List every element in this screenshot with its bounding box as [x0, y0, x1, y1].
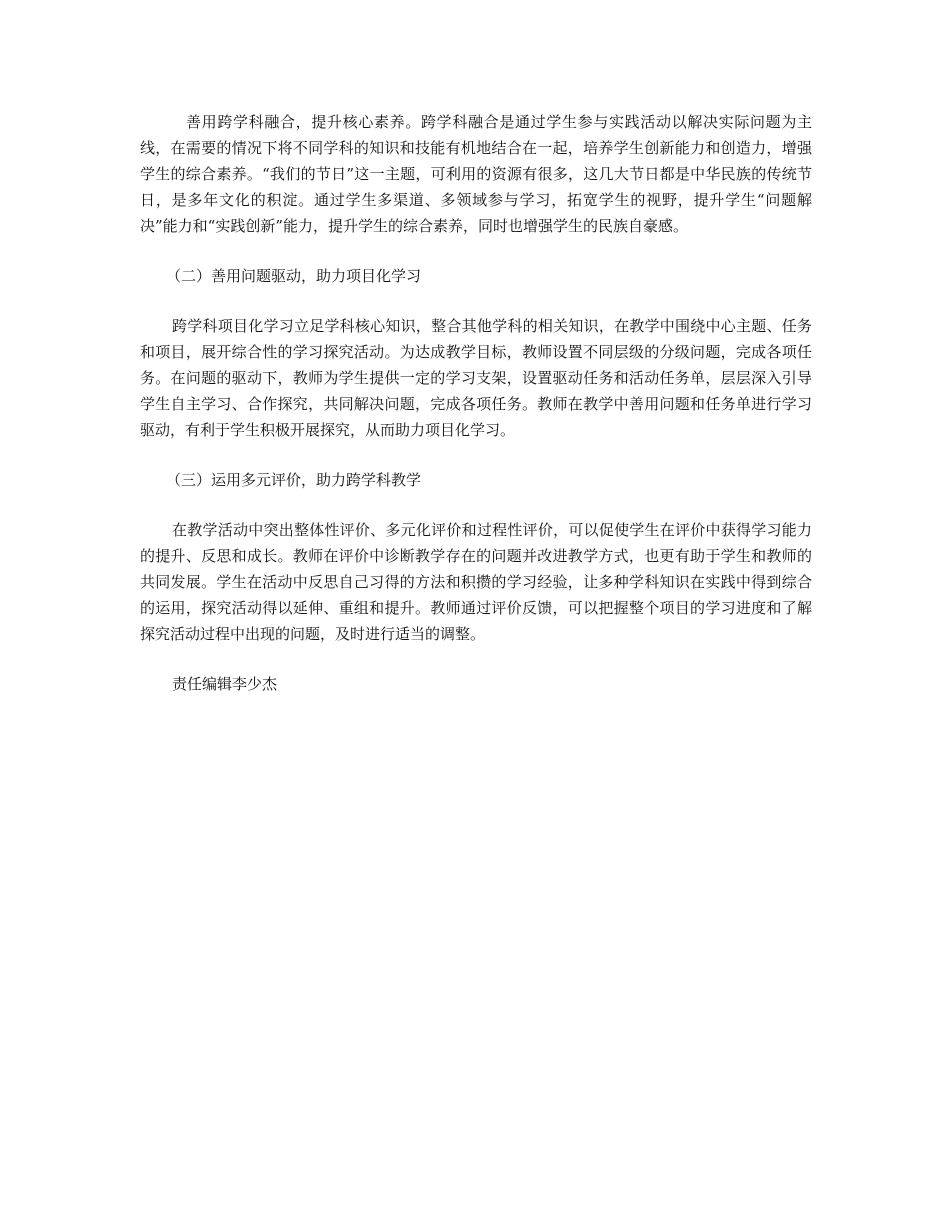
section-heading-3: （三）运用多元评价，助力跨学科教学 — [166, 471, 422, 489]
paragraph-problem-driven: 跨学科项目化学习立足学科核心知识，整合其他学科的相关知识，在教学中围绕中心主题、任务和项目，展开综合性的学习探究活动。为达成教学目标，教师设置不同层级的分级问题，完成各项任务。在问题的驱动下，教师为学生提供一定的学习支架，设置驱动任务和活动任务单，层层深入引导学生自主学习、合作探究，共同解决问题，完成各项任务。教师在教学中善用问题和任务单进行学习驱动，有利于学生积极开展探究，从而助力项目化学习。 — [140, 317, 812, 439]
spacer — [140, 493, 812, 517]
spacer — [140, 289, 812, 313]
spacer — [140, 647, 812, 671]
spacer — [140, 443, 812, 467]
editor-credit: 责任编辑李少杰 — [172, 675, 278, 693]
document-page — [140, 109, 812, 697]
spacer — [140, 239, 812, 263]
section-heading-2: （二）善用问题驱动，助力项目化学习 — [166, 267, 422, 285]
paragraph-evaluation: 在教学活动中突出整体性评价、多元化评价和过程性评价，可以促使学生在评价中获得学习能力的提升、反思和成长。教师在评价中诊断教学存在的问题并改进教学方式，也更有助于学生和教师的共同发展。学生在活动中反思自己习得的方法和积攒的学习经验，让多种学科知识在实践中得到综合的运用，探究活动得以延伸、重组和提升。教师通过评价反馈，可以把握整个项目的学习进度和了解探究活动过程中出现的问题，及时进行适当的调整。 — [140, 521, 812, 643]
paragraph-cross-discipline: 善用跨学科融合，提升核心素养。跨学科融合是通过学生参与实践活动以解决实际问题为主线，在需要的情况下将不同学科的知识和技能有机地结合在一起，培养学生创新能力和创造力，增强学生的综合素养。“我们的节日”这一主题，可利用的资源有很多，这几大节日都是中华民族的传统节日，是多年文化的积淀。通过学生多渠道、多领域参与学习，拓宽学生的视野，提升学生“问题解决”能力和“实践创新”能力，提升学生的综合素养，同时也增强学生的民族自豪感。 — [140, 113, 812, 235]
